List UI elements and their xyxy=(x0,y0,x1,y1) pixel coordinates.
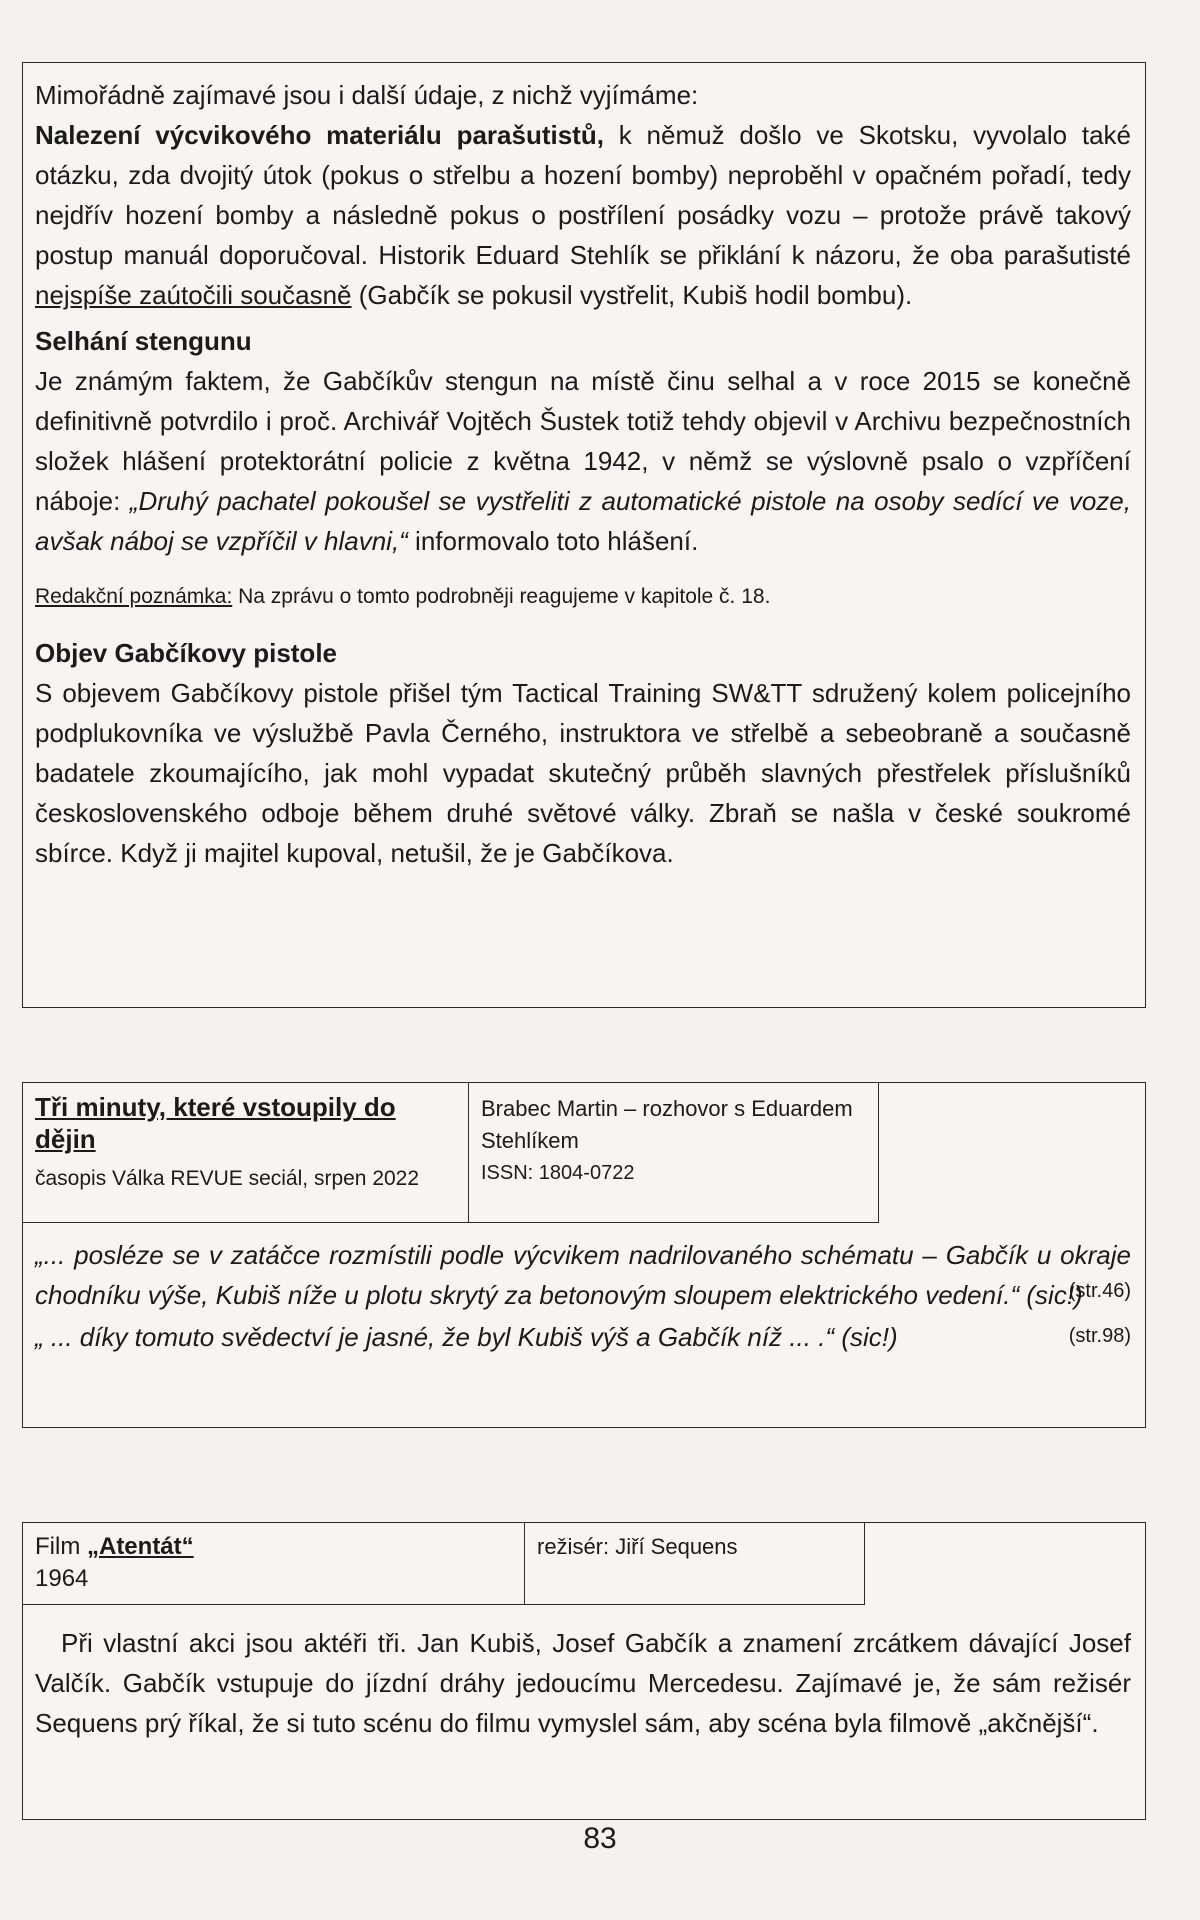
source-box xyxy=(22,1082,1146,1428)
quote-1: „... posléze se v zatáčce rozmístili podle výcvikem nadrilovaného schématu – Gabčík u okraje chodníku výše, Kubiš níže u plotu skrytý za betonovým sloupem elektrického vedení.“ (sic!) xyxy=(35,1240,1131,1310)
page-number: 83 xyxy=(583,1822,617,1855)
article-box xyxy=(22,62,1146,1008)
quote-block xyxy=(35,1235,1131,1357)
source-title: Tři minuty, které vstoupily do dějin xyxy=(35,1092,396,1154)
quote-2-ref: (str.98) xyxy=(1068,1325,1131,1347)
source-issn: ISSN: 1804-0722 xyxy=(481,1162,635,1184)
police-report-quote: „Druhý pachatel pokoušel se vystřeliti z automatické pistole na osoby sedící ve voze, avšak náboj se vzpříčil v hlavni,“ xyxy=(35,486,1131,556)
film-text: Při vlastní akci jsou aktéři tři. Jan Kubiš, Josef Gabčík a znamení zrcátkem dávající Josef Valčík. Gabčík vstupuje do jízdní dráhy jedoucímu Mercedesu. Zajímavé je, že sám režisér Sequens prý říkal, že si tuto scénu do filmu vymyslel sám, aby scéna byla filmově „akčnější“. xyxy=(35,1628,1131,1738)
underlined-phrase: nejspíše zaútočili současně xyxy=(35,280,352,310)
film-title: „Atentát“ xyxy=(86,1533,194,1560)
section-title: Nalezení výcvikového materiálu parašutistů, xyxy=(35,120,604,150)
film-box xyxy=(22,1522,1146,1820)
quote-2: „ ... díky tomuto svědectví je jasné, že byl Kubiš výš a Gabčík níž ... .“ (sic!) xyxy=(35,1322,898,1352)
source-title-cell xyxy=(23,1083,469,1223)
section-title: Selhání stengunu xyxy=(35,326,252,356)
section-parachutist-material: Nalezení výcvikového materiálu parašutistů, k němuž došlo ve Skotsku, vyvolalo také otázku, zda dvojitý útok (pokus o střelbu a hození bomby) neproběhl v opačném pořadí, tedy nejdřív hození bomby a následně pokus o postřílení posádky vozu – protože právě takový postup manuál doporučoval. Historik Eduard Stehlík se přiklání k názoru, že oba parašutisté nejspíše zaútočili současně (Gabčík se pokusil vystřelit, Kubiš hodil bombu). xyxy=(35,120,1131,310)
film-director: režisér: Jiří Sequens xyxy=(537,1534,738,1559)
section-title: Objev Gabčíkovy pistole xyxy=(35,638,337,668)
intro-text: Mimořádně zajímavé jsou i další údaje, z nichž vyjímáme: xyxy=(35,80,699,110)
source-magazine: časopis Válka REVUE seciál, srpen 2022 xyxy=(35,1167,420,1190)
film-title-cell: Film „Atentát“ 1964 xyxy=(23,1523,525,1605)
source-author-cell xyxy=(469,1083,879,1223)
source-author: Brabec Martin – rozhovor s Eduardem Stehlíkem xyxy=(481,1096,853,1153)
film-director-cell xyxy=(525,1523,865,1605)
section-pistol-text: S objevem Gabčíkovy pistole přišel tým Tactical Training SW&TT sdružený kolem policejního podplukovníka ve výslužbě Pavla Černého, instruktora ve střelbě a sebeobraně a současně badatele zkoumajícího, jak mohl vypadat skutečný průběh slavných přestřelek příslušníků československého odboje během druhé světové války. Zbraň se našla v české soukromé sbírce. Když ji majitel kupoval, netušil, že je Gabčíkova. xyxy=(35,678,1131,868)
quote-1-ref: (str.46) xyxy=(1068,1280,1131,1302)
editorial-note: Redakční poznámka: Na zprávu o tomto podrobněji reagujeme v kapitole č. 18. xyxy=(35,585,771,608)
section-stengun-text: Je známým faktem, že Gabčíkův stengun na místě činu selhal a v roce 2015 se konečně definitivně potvrdilo i proč. Archivář Vojtěch Šustek totiž tehdy objevil v Archivu bezpečnostních složek hlášení protektorátní policie z května 1942, v němž se výslovně psalo o vzpříčení náboje: „Druhý pachatel pokoušel se vystřeliti z automatické pistole na osoby sedící ve voze, avšak náboj se vzpříčil v hlavni,“ informovalo toto hlášení. xyxy=(35,366,1131,556)
film-year: 1964 xyxy=(35,1565,89,1592)
